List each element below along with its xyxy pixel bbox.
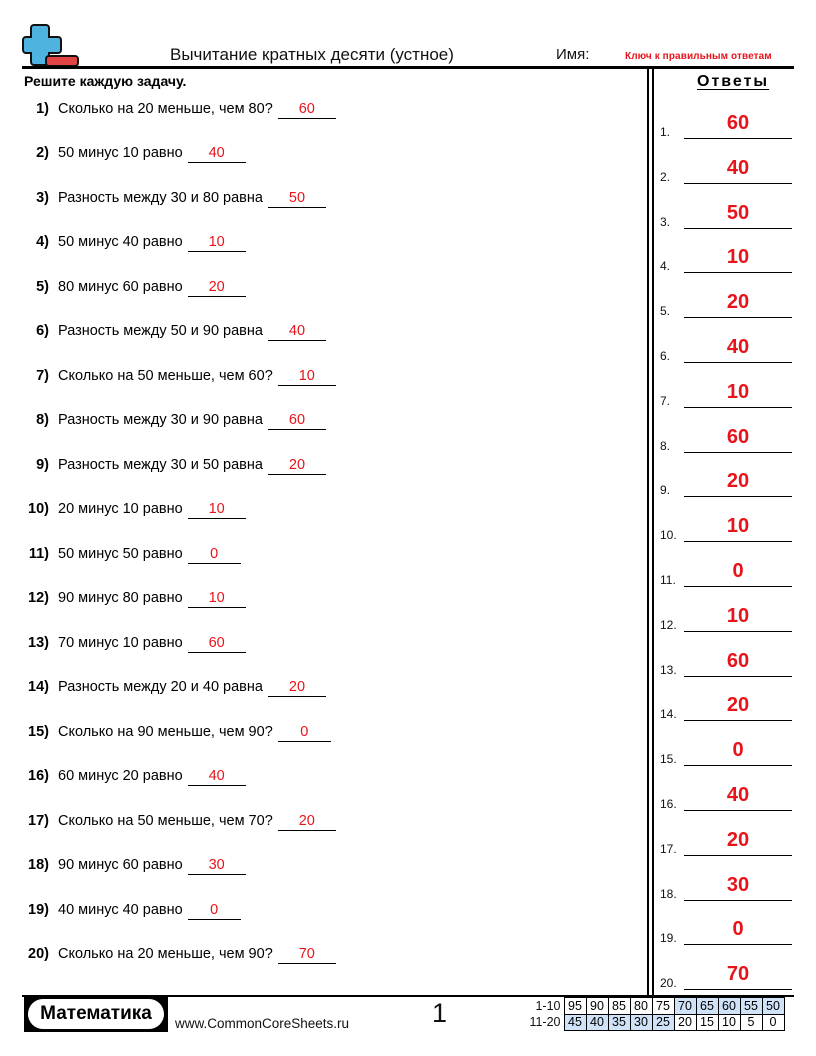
problem-text: Разность между 20 и 40 равна bbox=[58, 679, 263, 695]
page-number: 1 bbox=[432, 998, 448, 1028]
problem-item bbox=[0, 724, 331, 746]
answer-key-value: 10 bbox=[726, 246, 750, 269]
problem-number: 14) bbox=[28, 679, 49, 695]
score-cell: 5 bbox=[740, 1014, 762, 1031]
answer-key-value: 0 bbox=[732, 560, 744, 582]
problem-text: Сколько на 90 меньше, чем 90? bbox=[58, 724, 273, 740]
answer-key-value: 10 bbox=[726, 515, 750, 538]
answer-blank[interactable]: 60 bbox=[188, 635, 246, 653]
problem-item bbox=[0, 234, 246, 256]
answer-key-line bbox=[684, 586, 792, 587]
answer-key-line bbox=[684, 452, 792, 453]
answer-key-number: 1. bbox=[660, 125, 671, 139]
problem-number: 17) bbox=[28, 813, 49, 829]
answer-key-number: 8. bbox=[660, 438, 671, 453]
answer-blank[interactable]: 0 bbox=[188, 902, 241, 920]
problem-number: 8) bbox=[36, 412, 49, 428]
answer-key-item bbox=[660, 871, 792, 901]
answer-blank[interactable]: 20 bbox=[188, 279, 246, 297]
problem-number: 11) bbox=[28, 546, 49, 562]
score-row bbox=[526, 998, 784, 1015]
problem-number: 10) bbox=[28, 501, 49, 517]
problem-number: 20) bbox=[28, 946, 49, 962]
score-cell: 75 bbox=[652, 998, 674, 1015]
answers-title: Ответы bbox=[697, 73, 770, 90]
answer-blank[interactable]: 0 bbox=[188, 546, 241, 564]
answer-key-value: 30 bbox=[726, 873, 750, 896]
answer-blank[interactable]: 60 bbox=[278, 101, 336, 119]
answer-key-item bbox=[660, 243, 792, 273]
answer-key-line bbox=[684, 855, 792, 856]
problem-number: 13) bbox=[28, 635, 49, 651]
answer-key-number: 16. bbox=[660, 797, 677, 811]
answer-key-item bbox=[660, 781, 792, 811]
answer-blank[interactable]: 20 bbox=[268, 679, 326, 697]
score-cell: 85 bbox=[608, 998, 630, 1015]
answer-key-value: 20 bbox=[726, 828, 750, 851]
answer-key-value: 20 bbox=[726, 291, 750, 314]
answer-key-item bbox=[660, 512, 792, 542]
answer-key-value: 10 bbox=[726, 604, 750, 627]
score-cell: 95 bbox=[564, 998, 586, 1015]
problem-text: Сколько на 20 меньше, чем 80? bbox=[58, 101, 273, 117]
problem-item bbox=[0, 590, 246, 612]
score-cell: 0 bbox=[762, 1014, 784, 1031]
answer-key-item bbox=[660, 647, 792, 677]
score-cell: 30 bbox=[630, 1014, 652, 1031]
answer-key-value: 40 bbox=[726, 336, 750, 358]
problem-text: 40 минус 40 равно bbox=[58, 902, 183, 918]
header-rule bbox=[22, 66, 794, 69]
name-label: Имя: bbox=[556, 46, 590, 63]
answer-key-line bbox=[684, 183, 792, 184]
problem-item bbox=[0, 902, 241, 924]
score-row-label: 1-10 bbox=[535, 998, 561, 1013]
answer-blank[interactable]: 30 bbox=[188, 857, 246, 875]
problem-item bbox=[0, 145, 246, 167]
score-cell: 70 bbox=[674, 998, 696, 1015]
answer-key-item bbox=[660, 915, 792, 945]
answer-key-value: 60 bbox=[726, 649, 750, 672]
answer-key-line bbox=[684, 900, 792, 901]
answer-key-value: 0 bbox=[732, 918, 744, 941]
problem-text: 50 минус 10 равно bbox=[58, 145, 183, 161]
answer-key-number: 4. bbox=[660, 259, 671, 274]
answer-key-item bbox=[660, 557, 792, 587]
answer-key-value: 0 bbox=[732, 739, 744, 762]
column-divider bbox=[652, 67, 654, 996]
answer-blank[interactable]: 50 bbox=[268, 190, 326, 208]
answer-key-number: 13. bbox=[660, 662, 677, 677]
answer-key-item bbox=[660, 288, 792, 318]
problem-text: 80 минус 60 равно bbox=[58, 279, 183, 295]
answer-key-item bbox=[660, 109, 792, 139]
answer-key-number: 10. bbox=[660, 528, 677, 543]
problem-text: 90 минус 80 равно bbox=[58, 590, 183, 606]
problem-number: 12) bbox=[28, 590, 49, 606]
answer-key-item bbox=[660, 602, 792, 632]
score-cell: 55 bbox=[740, 998, 762, 1015]
score-cell: 45 bbox=[564, 1014, 586, 1031]
answer-blank[interactable]: 10 bbox=[188, 234, 246, 252]
answer-key-line bbox=[684, 676, 792, 677]
problem-item bbox=[0, 679, 326, 701]
problem-item bbox=[0, 279, 246, 301]
problem-text: 50 минус 40 равно bbox=[58, 234, 183, 250]
problem-item bbox=[0, 412, 326, 434]
problem-number: 15) bbox=[28, 724, 49, 740]
answer-key-item bbox=[660, 199, 792, 229]
answer-key-line bbox=[684, 631, 792, 632]
answer-key-number: 20. bbox=[660, 976, 677, 991]
answer-key-value: 10 bbox=[726, 380, 750, 403]
answer-key-line bbox=[684, 272, 792, 273]
answer-blank[interactable]: 40 bbox=[188, 145, 246, 163]
answer-blank[interactable]: 20 bbox=[278, 813, 336, 831]
answer-key-value: 70 bbox=[726, 963, 750, 986]
problem-text: 60 минус 20 равно bbox=[58, 768, 183, 784]
score-table bbox=[526, 997, 785, 1031]
answer-key-line bbox=[684, 765, 792, 766]
answer-blank[interactable]: 10 bbox=[188, 501, 246, 519]
answer-key-line bbox=[684, 810, 792, 811]
answer-key-number: 18. bbox=[660, 886, 677, 901]
instructions: Решите каждую задачу. bbox=[24, 73, 187, 89]
problem-item bbox=[0, 501, 246, 523]
answer-key-line bbox=[684, 407, 792, 408]
problem-item bbox=[0, 190, 326, 212]
answer-key-number: 5. bbox=[660, 304, 671, 319]
brand-badge bbox=[24, 996, 168, 1032]
problem-text: Разность между 30 и 50 равна bbox=[58, 457, 263, 473]
problem-number: 6) bbox=[36, 323, 49, 339]
answer-key-number: 15. bbox=[660, 752, 677, 767]
answer-key-number: 17. bbox=[660, 841, 677, 856]
answer-key-line bbox=[684, 944, 792, 945]
score-cell: 35 bbox=[608, 1014, 630, 1031]
answer-key-line bbox=[684, 541, 792, 542]
problem-item bbox=[0, 946, 336, 968]
score-cell: 25 bbox=[652, 1014, 674, 1031]
plus-minus-logo-icon bbox=[22, 23, 80, 67]
answer-key-item bbox=[660, 333, 792, 363]
score-cell: 80 bbox=[630, 998, 652, 1015]
score-cell: 15 bbox=[696, 1014, 718, 1031]
answer-blank[interactable]: 0 bbox=[278, 724, 331, 742]
problem-item bbox=[0, 101, 336, 123]
answer-blank[interactable]: 20 bbox=[268, 457, 326, 475]
problem-text: 70 минус 10 равно bbox=[58, 635, 183, 651]
score-cell: 50 bbox=[762, 998, 784, 1015]
problem-text: Разность между 50 и 90 равна bbox=[58, 323, 263, 339]
answer-key-item bbox=[660, 154, 792, 184]
answer-key-label: Ключ к правильным ответам bbox=[625, 51, 772, 62]
answer-key-number: 7. bbox=[660, 393, 671, 408]
problem-number: 4) bbox=[36, 234, 49, 250]
problem-text: Сколько на 20 меньше, чем 90? bbox=[58, 946, 273, 962]
problem-number: 16) bbox=[28, 768, 49, 784]
answer-key-item bbox=[660, 467, 792, 497]
problem-item bbox=[0, 323, 326, 345]
problem-item bbox=[0, 368, 336, 390]
problem-text: Разность между 30 и 90 равна bbox=[58, 412, 263, 428]
answer-blank[interactable]: 40 bbox=[188, 768, 246, 786]
problem-text: Сколько на 50 меньше, чем 60? bbox=[58, 368, 273, 384]
answer-blank[interactable]: 10 bbox=[278, 368, 336, 386]
answer-key-number: 12. bbox=[660, 617, 677, 632]
answer-key-number: 19. bbox=[660, 931, 677, 946]
problem-number: 18) bbox=[28, 857, 49, 873]
problem-number: 2) bbox=[36, 145, 49, 161]
answer-key-number: 3. bbox=[660, 214, 671, 229]
answer-key-number: 9. bbox=[660, 483, 671, 498]
answer-key-value: 40 bbox=[726, 784, 750, 806]
answer-blank[interactable]: 70 bbox=[278, 946, 336, 964]
problem-item bbox=[0, 635, 246, 657]
score-row bbox=[526, 1014, 784, 1031]
score-cell: 20 bbox=[674, 1014, 696, 1031]
problem-item bbox=[0, 857, 246, 879]
problem-item bbox=[0, 768, 246, 790]
answer-key-item bbox=[660, 826, 792, 856]
answer-key-number: 6. bbox=[660, 349, 671, 363]
problem-item bbox=[0, 457, 326, 479]
answer-key-line bbox=[684, 317, 792, 318]
answer-blank[interactable]: 10 bbox=[188, 590, 246, 608]
worksheet-title: Вычитание кратных десяти (устное) bbox=[170, 45, 454, 64]
score-row-label: 11-20 bbox=[529, 1015, 561, 1030]
problem-text: Разность между 30 и 80 равна bbox=[58, 190, 263, 206]
score-cell: 10 bbox=[718, 1014, 740, 1031]
problem-number: 19) bbox=[28, 902, 49, 918]
problem-text: 20 минус 10 равно bbox=[58, 501, 183, 517]
answer-key-value: 60 bbox=[726, 425, 750, 448]
score-cell: 60 bbox=[718, 998, 740, 1015]
answer-key-line bbox=[684, 138, 792, 139]
answer-key-number: 11. bbox=[660, 573, 676, 587]
problem-number: 3) bbox=[36, 190, 49, 206]
column-divider bbox=[647, 67, 649, 996]
score-cell: 90 bbox=[586, 998, 608, 1015]
answer-key-item bbox=[660, 960, 792, 990]
score-cell: 40 bbox=[586, 1014, 608, 1031]
problem-item bbox=[0, 813, 336, 835]
answer-key-value: 20 bbox=[726, 470, 750, 493]
answer-key-value: 60 bbox=[726, 112, 750, 134]
problem-number: 5) bbox=[36, 279, 49, 295]
answer-key-line bbox=[684, 720, 792, 721]
site-url: www.CommonCoreSheets.ru bbox=[175, 1016, 350, 1031]
problem-number: 7) bbox=[36, 368, 49, 384]
answer-key-item bbox=[660, 378, 792, 408]
answer-key-value: 40 bbox=[726, 156, 750, 179]
answer-key-line bbox=[684, 362, 792, 363]
answer-blank[interactable]: 40 bbox=[268, 323, 326, 341]
answer-key-line bbox=[684, 496, 792, 497]
answer-key-item bbox=[660, 691, 792, 721]
brand-label: Математика bbox=[28, 999, 164, 1029]
answer-key-line bbox=[684, 228, 792, 229]
answer-key-value: 20 bbox=[726, 694, 750, 717]
problem-number: 1) bbox=[36, 101, 49, 117]
problem-item bbox=[0, 546, 241, 568]
problem-text: 90 минус 60 равно bbox=[58, 857, 183, 873]
problem-text: 50 минус 50 равно bbox=[58, 546, 183, 562]
answer-key-line bbox=[684, 989, 792, 990]
answer-key-item bbox=[660, 736, 792, 766]
answer-key-number: 14. bbox=[660, 707, 677, 722]
answer-key-number: 2. bbox=[660, 169, 671, 184]
answer-blank[interactable]: 60 bbox=[268, 412, 326, 430]
answer-key-value: 50 bbox=[726, 201, 750, 224]
problem-number: 9) bbox=[36, 457, 49, 473]
score-cell: 65 bbox=[696, 998, 718, 1015]
answer-key-item bbox=[660, 423, 792, 453]
problem-text: Сколько на 50 меньше, чем 70? bbox=[58, 813, 273, 829]
